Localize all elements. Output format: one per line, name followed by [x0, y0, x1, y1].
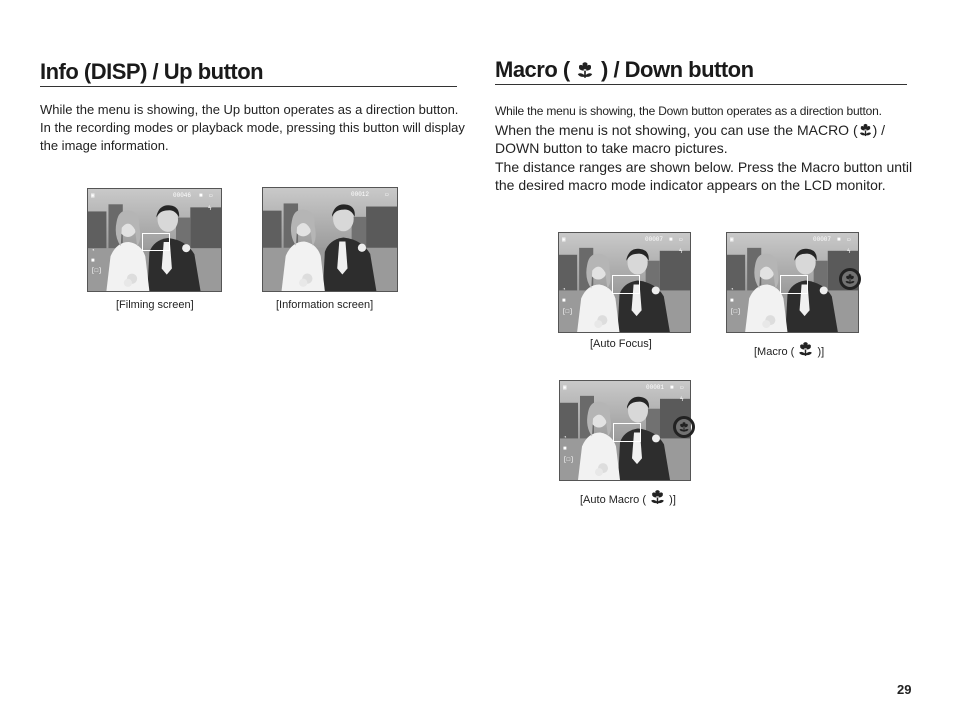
memory-icon: ■: [669, 236, 673, 243]
right-paragraph-3: The distance ranges are shown below. Press the Macro button until the desired macro mode indicator appears on the LCD monitor.: [495, 159, 913, 193]
battery-icon: ▭: [680, 384, 684, 391]
memory-icon: ■: [837, 236, 841, 243]
macro-caption-part1: [Macro (: [754, 346, 795, 358]
right-title-part1: Macro (: [495, 57, 570, 82]
shot-counter: 00001: [646, 384, 665, 391]
right-title-part2: ) / Down button: [601, 57, 754, 82]
flash-icon: ϟ: [208, 205, 212, 212]
shot-counter: 00046: [173, 192, 192, 199]
flash-icon: ϟ: [847, 248, 851, 255]
macro-flower-icon: [575, 61, 595, 79]
auto-macro-caption: [580, 489, 676, 506]
right-paragraph-1: While the menu is showing, the Down button operates as a direction button.: [495, 104, 882, 118]
camera-mode-icon: ▣: [91, 192, 95, 199]
macro-flower-icon: [844, 273, 856, 285]
camera-mode-icon: ▣: [563, 384, 567, 391]
battery-icon: ▭: [209, 192, 213, 199]
macro-indicator-highlight: [839, 268, 861, 290]
left-paragraph: While the menu is showing, the Up button operates as a direction button. In the recording modes or playback mode, pressing this button will display the image information.: [40, 102, 465, 153]
macro-caption: [754, 341, 824, 358]
information-caption: [Information screen]: [276, 299, 374, 311]
auto-macro-flower-icon: [649, 489, 666, 505]
macro-inline-icon: [858, 123, 873, 137]
auto-macro-indicator-highlight: [673, 416, 695, 438]
information-photo: [263, 188, 397, 291]
auto-macro-caption-part1: [Auto Macro (: [580, 494, 647, 506]
metering-icon: [□]: [563, 456, 574, 463]
metering-icon: [□]: [730, 308, 741, 315]
auto-macro-flower-icon: [678, 421, 690, 433]
left-section-title: Info (DISP) / Up button: [40, 59, 457, 87]
timer-icon: ◔: [563, 434, 567, 441]
timer-icon: ◔: [730, 286, 734, 293]
stabilizer-icon: ■: [563, 445, 567, 452]
timer-icon: ◔: [91, 247, 95, 254]
shot-counter: 00012: [351, 191, 370, 198]
flash-icon: ϟ: [679, 248, 683, 255]
focus-frame: [612, 275, 640, 294]
battery-icon: ▭: [679, 236, 683, 243]
filming-screen-image: [87, 188, 222, 292]
battery-icon: ▭: [385, 191, 389, 198]
camera-mode-icon: ▣: [730, 236, 734, 243]
information-screen-image: [262, 187, 398, 292]
auto-macro-screen-image: [559, 380, 691, 481]
filming-caption: [Filming screen]: [116, 299, 194, 311]
stabilizer-icon: ■: [730, 297, 734, 304]
right-paragraph-2-part2: ) / DOWN button to take macro pictures.: [495, 122, 886, 156]
auto-macro-caption-part2: )]: [669, 494, 676, 506]
memory-icon: ■: [670, 384, 674, 391]
focus-frame: [780, 275, 808, 294]
focus-frame: [613, 423, 641, 442]
right-section-title: [495, 57, 907, 85]
flash-icon: ϟ: [680, 396, 684, 403]
stabilizer-icon: ■: [562, 297, 566, 304]
focus-frame: [142, 233, 170, 251]
timer-icon: ◔: [562, 286, 566, 293]
stabilizer-icon: ■: [91, 257, 95, 264]
right-paragraph-2-part1: When the menu is not showing, you can use the MACRO (: [495, 122, 858, 138]
camera-mode-icon: ▣: [562, 236, 566, 243]
macro-flower-icon: [797, 341, 814, 357]
metering-icon: [□]: [562, 308, 573, 315]
shot-counter: 00007: [813, 236, 832, 243]
macro-caption-part2: )]: [817, 346, 825, 358]
battery-icon: ▭: [847, 236, 851, 243]
auto-focus-screen-image: [558, 232, 691, 333]
right-paragraph-2: [495, 121, 900, 157]
memory-icon: ■: [199, 192, 203, 199]
metering-icon: [□]: [91, 267, 102, 274]
shot-counter: 00007: [645, 236, 664, 243]
page-number: 29: [897, 682, 912, 697]
auto-focus-caption: [Auto Focus]: [590, 338, 652, 350]
